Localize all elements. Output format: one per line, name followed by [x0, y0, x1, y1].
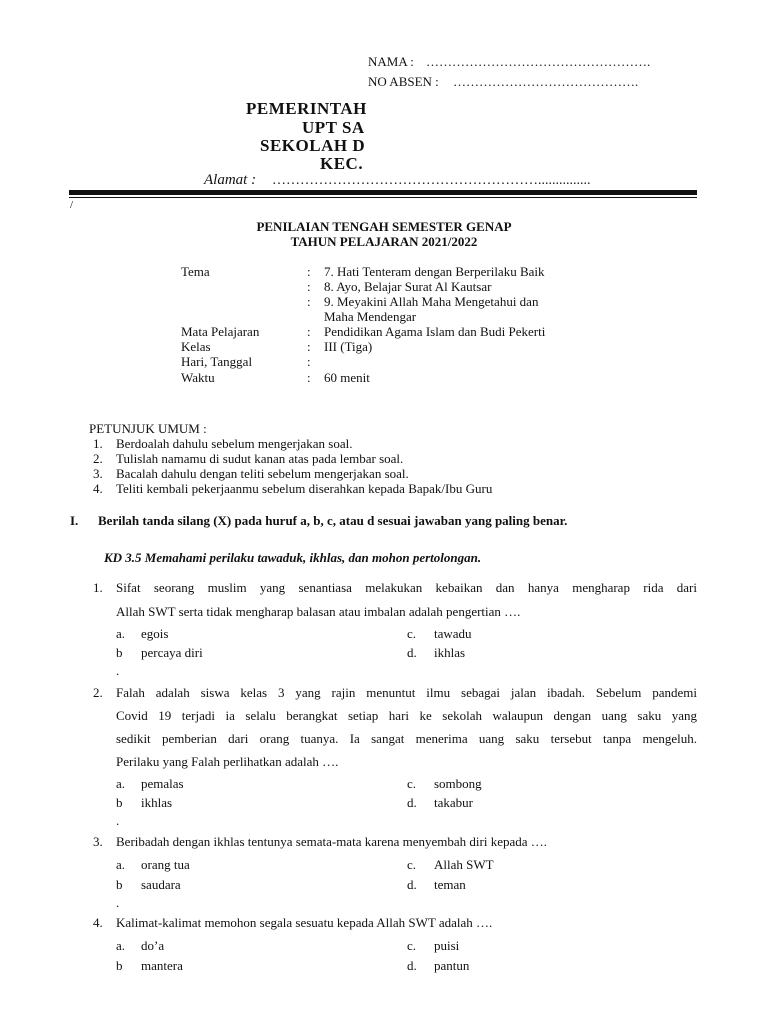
nama-label: NAMA : [368, 54, 414, 69]
option-letter[interactable]: d. [407, 958, 417, 973]
letterhead-line-2: UPT SA [302, 118, 365, 137]
tema-item-1: 7. Hati Tenteram dengan Berperilaku Baik [324, 264, 545, 279]
question-number: 4. [93, 915, 103, 930]
stray-dot: . [116, 663, 120, 678]
option-letter[interactable]: c. [407, 938, 417, 953]
letterhead-line-1: PEMERINTAH [246, 99, 367, 118]
tema-colon-2: : [307, 279, 311, 294]
exam-year: TAHUN PELAJARAN 2021/2022 [290, 234, 478, 249]
kd-heading: KD 3.5 Memahami perilaku tawaduk, ikhlas, dan mohon pertolongan. [104, 550, 482, 565]
question-number: 2. [93, 685, 103, 700]
option-letter[interactable]: b [116, 877, 123, 892]
question-text: Kalimat-kalimat memohon segala sesuatu kepada Allah SWT adalah …. [116, 915, 493, 930]
stray-dot: . [116, 895, 120, 910]
option-text[interactable]: ikhlas [434, 645, 466, 660]
tema-colon-3: : [307, 294, 311, 309]
exam-title: PENILAIAN TENGAH SEMESTER GENAP [256, 219, 512, 234]
section-instruction: Berilah tanda silang (X) pada huruf a, b, c, atau d sesuai jawaban yang paling benar. [98, 513, 568, 528]
question-text: Beribadah dengan ikhlas tentunya semata-mata karena menyembah diri kepada …. [116, 834, 547, 849]
tema-item-3: 9. Meyakini Allah Maha Mengetahui dan [324, 294, 539, 309]
option-text[interactable]: mantera [141, 958, 183, 973]
option-text[interactable]: percaya diri [141, 645, 203, 660]
option-text[interactable]: puisi [434, 938, 460, 953]
option-letter[interactable]: c. [407, 626, 417, 641]
letterhead-line-4: KEC. [320, 154, 364, 173]
mapel-label: Mata Pelajaran [181, 324, 260, 339]
question-text: Covid 19 terjadi ia selalu berangkat setiap hari ke sekolah walaupun dengan uang saku yang [116, 708, 697, 723]
option-text[interactable]: teman [434, 877, 466, 892]
option-letter[interactable]: d. [407, 645, 417, 660]
tema-item-3-cont: Maha Mendengar [324, 309, 417, 324]
petunjuk-number: 3. [93, 466, 103, 481]
option-letter[interactable]: c. [407, 857, 417, 872]
option-text[interactable]: tawadu [434, 626, 472, 641]
tab-marker: / [70, 199, 74, 211]
option-letter[interactable]: b [116, 958, 123, 973]
alamat-label: Alamat : [204, 172, 257, 188]
mapel-colon: : [307, 324, 311, 339]
option-letter[interactable]: d. [407, 877, 417, 892]
letterhead-divider-thick [69, 190, 697, 195]
question-number: 3. [93, 834, 103, 849]
hari-colon: : [307, 354, 311, 369]
kelas-value: III (Tiga) [324, 339, 373, 354]
option-text[interactable]: saudara [141, 877, 181, 892]
waktu-value: 60 menit [324, 370, 370, 385]
petunjuk-item: Tulislah namamu di sudut kanan atas pada lembar soal. [116, 451, 404, 466]
tema-colon: : [307, 264, 311, 279]
option-text[interactable]: do’a [141, 938, 165, 953]
option-text[interactable]: pantun [434, 958, 470, 973]
question-text: Perilaku yang Falah perlihatkan adalah …. [116, 754, 339, 769]
petunjuk-number: 4. [93, 481, 103, 496]
letterhead-divider-thin [69, 197, 697, 198]
no-absen-label: NO ABSEN : [368, 74, 439, 89]
kelas-label: Kelas [181, 339, 211, 354]
petunjuk-number: 2. [93, 451, 103, 466]
tema-label: Tema [181, 264, 210, 279]
hari-label: Hari, Tanggal [181, 354, 253, 369]
question-text: Allah SWT serta tidak mengharap balasan atau imbalan adalah pengertian …. [116, 604, 521, 619]
option-letter[interactable]: c. [407, 776, 417, 791]
mapel-value: Pendidikan Agama Islam dan Budi Pekerti [324, 324, 546, 339]
option-text[interactable]: ikhlas [141, 795, 173, 810]
petunjuk-number: 1. [93, 436, 103, 451]
question-text: Falah adalah siswa kelas 3 yang rajin menuntut ilmu sebagai jalan ibadah. Sebelum pandemi [116, 685, 697, 700]
nama-field[interactable]: ……………………………………………. [426, 54, 651, 69]
tema-item-2: 8. Ayo, Belajar Surat Al Kautsar [324, 279, 492, 294]
no-absen-field[interactable]: ……………………………………. [453, 74, 639, 89]
option-text[interactable]: pemalas [141, 776, 184, 791]
petunjuk-item: Teliti kembali pekerjaanmu sebelum diserahkan kepada Bapak/Ibu Guru [116, 481, 493, 496]
waktu-label: Waktu [181, 370, 215, 385]
option-text[interactable]: orang tua [141, 857, 190, 872]
option-letter[interactable]: d. [407, 795, 417, 810]
petunjuk-item: Berdoalah dahulu sebelum mengerjakan soal. [116, 436, 353, 451]
option-letter[interactable]: a. [116, 857, 126, 872]
option-letter[interactable]: a. [116, 938, 126, 953]
option-letter[interactable]: a. [116, 626, 126, 641]
petunjuk-heading: PETUNJUK UMUM : [89, 421, 207, 436]
section-number: I. [70, 513, 79, 528]
option-letter[interactable]: b [116, 795, 123, 810]
waktu-colon: : [307, 370, 311, 385]
stray-dot: . [116, 813, 120, 828]
option-text[interactable]: Allah SWT [434, 857, 494, 872]
option-text[interactable]: egois [141, 626, 169, 641]
option-text[interactable]: sombong [434, 776, 482, 791]
kelas-colon: : [307, 339, 311, 354]
alamat-dots: …………………………………………………............... [272, 173, 591, 188]
option-letter[interactable]: a. [116, 776, 126, 791]
option-letter[interactable]: b [116, 645, 123, 660]
question-text: sedikit pemberian dari orang tuanya. Ia sangat menerima uang saku tersebut tanpa mengeluh. [116, 731, 697, 746]
question-number: 1. [93, 580, 103, 595]
question-text: Sifat seorang muslim yang senantiasa melakukan kebaikan dan hanya mengharap rida dari [116, 580, 697, 595]
option-text[interactable]: takabur [434, 795, 473, 810]
letterhead-line-3: SEKOLAH D [260, 136, 366, 155]
petunjuk-item: Bacalah dahulu dengan teliti sebelum mengerjakan soal. [116, 466, 409, 481]
